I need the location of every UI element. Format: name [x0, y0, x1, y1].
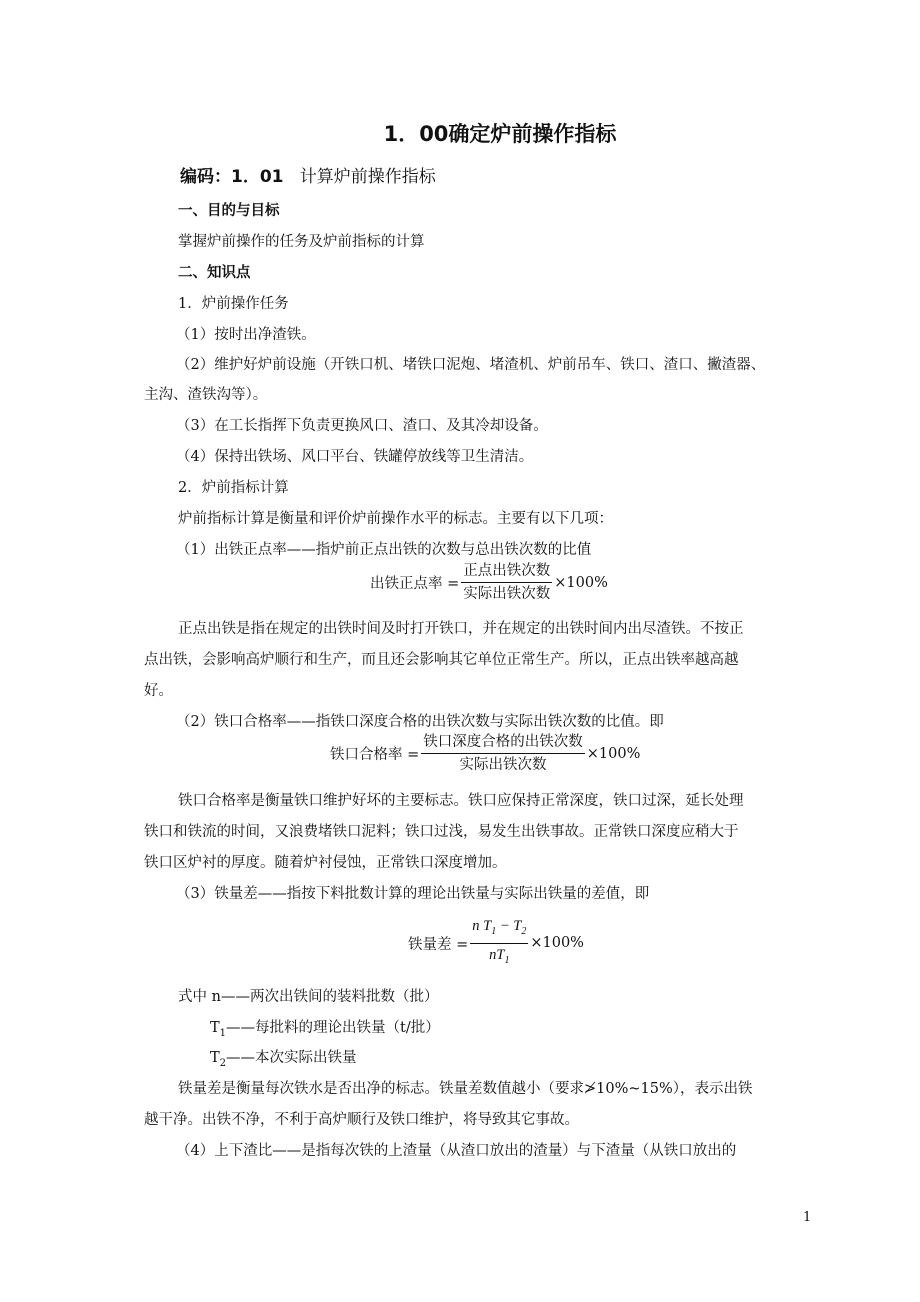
page-title: 1．00确定炉前操作指标: [383, 122, 617, 146]
paragraph-1-line1: 正点出铁是指在规定的出铁时间及时打开铁口，并在规定的出铁时间内出尽渣铁。不按正: [178, 621, 744, 637]
item1-heading: 1．炉前操作任务: [178, 296, 289, 312]
paragraph-1-line3: 好。: [144, 683, 173, 699]
paragraph-2-line1: 铁口合格率是衡量铁口维护好坏的主要标志。铁口应保持正常深度，铁口过深，延长处理: [178, 793, 744, 809]
indicator-3-definition: （3）铁量差——指按下料批数计算的理论出铁量与实际出铁量的差值，即: [176, 886, 650, 902]
paragraph-3-line1: 铁量差是衡量每次铁水是否出净的标志。铁量差数值越小（要求≯10%~15%），表示出铁: [178, 1081, 753, 1097]
formula-multiplier: ×100%: [586, 745, 641, 762]
intro-text: 炉前指标计算是衡量和评价炉前操作水平的标志。主要有以下几项：: [178, 511, 613, 527]
formula-denominator: 实际出铁次数: [463, 586, 551, 602]
formula-numerator: n $T_1 - T_2$: [470, 917, 528, 944]
code-text: 计算炉前操作指标: [299, 167, 436, 187]
where-t2: $T_2——$本次实际出铁量: [210, 1050, 357, 1069]
where-t1: $T_1——$每批料的理论出铁量（t/批）: [210, 1020, 440, 1039]
indicator-4-definition: （4）上下渣比——是指每次铁的上渣量（从渣口放出的渣量）与下渣量（从铁口放出的: [176, 1143, 737, 1159]
formula-lhs: 铁量差 =: [408, 936, 469, 953]
paragraph-1-line2: 点出铁，会影响高炉顺行和生产，而且还会影响其它单位正常生产。所以，正点出铁率越高越: [144, 652, 739, 668]
task-1: （1）按时出净渣铁。: [176, 327, 316, 343]
indicator-2-definition: （2）铁口合格率——指铁口深度合格的出铁次数与实际出铁次数的比值。即: [176, 714, 664, 730]
formula-multiplier: ×100%: [554, 574, 608, 591]
formula-lhs: 铁口合格率 =: [330, 747, 420, 763]
formula-lhs: 出铁正点率 =: [370, 576, 460, 592]
task-3: （3）在工长指挥下负责更换风口、渣口、及其冷却设备。: [176, 418, 548, 434]
formula-iron-difference: [408, 917, 584, 970]
paragraph-2-line2: 铁口和铁流的时间，又浪费堵铁口泥料；铁口过浅，易发生出铁事故。正常铁口深度应稍大于: [144, 824, 739, 840]
where-n: 式中 n——两次出铁间的装料批数（批）: [178, 989, 439, 1005]
item2-heading: 2．炉前指标计算: [178, 480, 289, 496]
page-number: 1: [803, 1210, 812, 1225]
section2-heading: 二、知识点: [178, 265, 251, 281]
paragraph-2-line3: 铁口区炉衬的厚度。随着炉衬侵蚀，正常铁口深度增加。: [144, 855, 507, 871]
formula-punctuality-rate: [370, 562, 608, 603]
formula-fraction: [461, 562, 552, 603]
indicator-1-definition: （1）出铁正点率——指炉前正点出铁的次数与总出铁次数的比值: [176, 542, 592, 558]
code-label: 编码：1．01: [180, 167, 284, 187]
task-2-line1: （2）维护好炉前设施（开铁口机、堵铁口泥炮、堵渣机、炉前吊车、铁口、渣口、撇渣器、: [176, 357, 766, 373]
paragraph-3-line2: 越干净。出铁不净，不利于高炉顺行及铁口维护，将导致其它事故。: [144, 1112, 579, 1128]
task-2-line2: 主沟、渣铁沟等）。: [144, 387, 268, 403]
formula-numerator: 正点出铁次数: [461, 562, 552, 583]
formula-taphole-qualification-rate: [330, 733, 640, 774]
formula-denominator: 实际出铁次数: [459, 757, 547, 773]
code-heading: [180, 167, 436, 187]
formula-numerator: 铁口深度合格的出铁次数: [421, 733, 585, 754]
section1-text: 掌握炉前操作的任务及炉前指标的计算: [178, 234, 425, 250]
formula-denominator: $nT_1$: [489, 946, 510, 966]
formula-fraction: [421, 733, 585, 774]
task-4: （4）保持出铁场、风口平台、铁罐停放线等卫生清洁。: [176, 449, 534, 465]
section1-heading: 一、目的与目标: [178, 203, 280, 219]
formula-multiplier: ×100%: [530, 935, 584, 952]
formula-fraction: [470, 917, 528, 970]
